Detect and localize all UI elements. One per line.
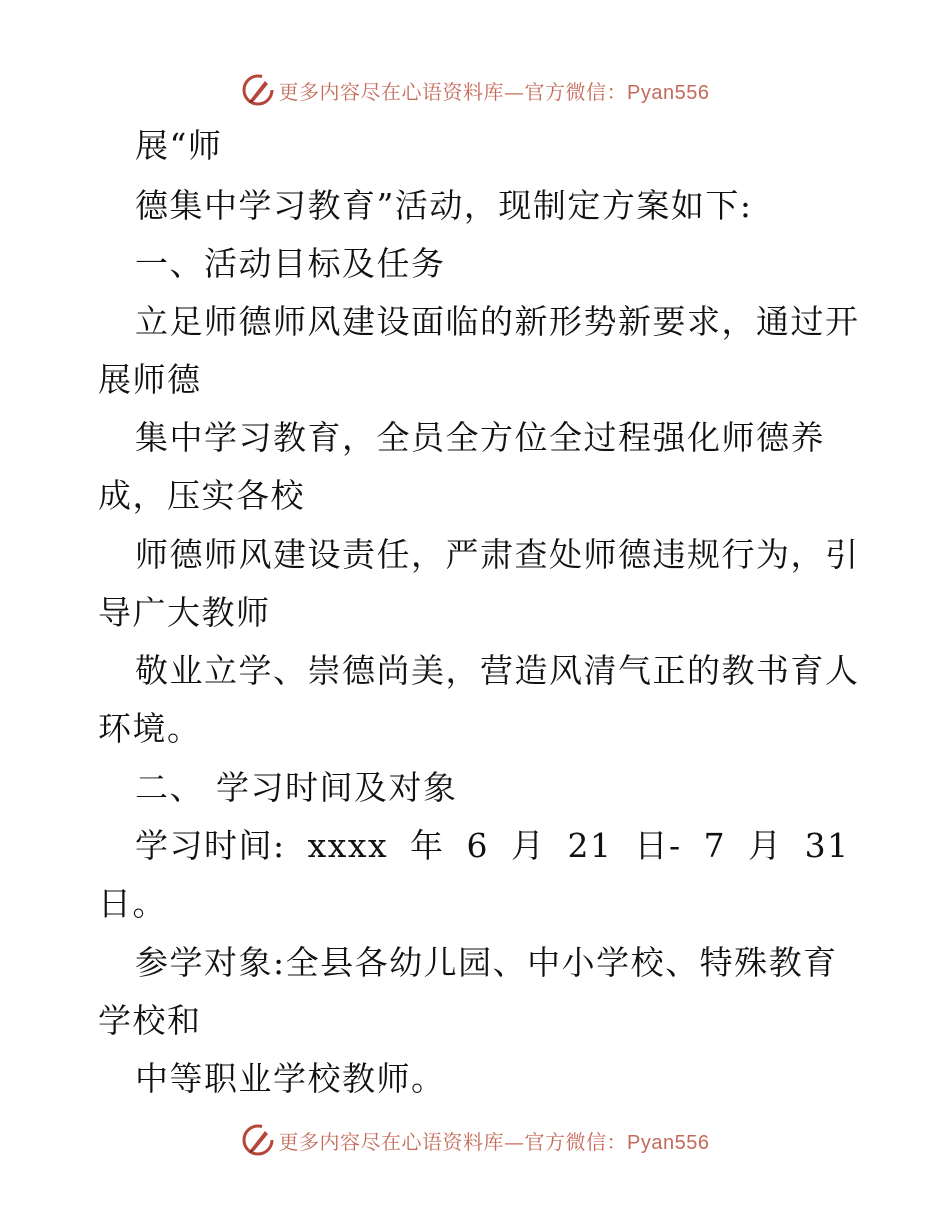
text-line: 立足师德师风建设面临的新形势新要求，通过开 (135, 302, 860, 341)
text-line: 集中学习教育，全员全方位全过程强化师德养 (135, 418, 825, 457)
footer-banner (0, 1120, 950, 1160)
banner-handle: Pyan556 (627, 1131, 710, 1154)
section-heading: 一、活动目标及任务 (135, 244, 446, 283)
banner-handle: Pyan556 (627, 81, 710, 104)
text-line: 师德师风建设责任，严肃查处师德违规行为，引 (135, 535, 860, 574)
banner-label: 更多内容尽在心语资料库—官方微信：Pyan556 (278, 1129, 710, 1154)
text-line: 展师德 (98, 360, 202, 399)
text-line: 敬业立学、崇德尚美，营造风清气正的教书育人 (135, 651, 860, 690)
quill-pen-logo-icon (241, 1123, 275, 1157)
text-line: 展“师 (135, 126, 223, 165)
banner-label: 更多内容尽在心语资料库—官方微信：Pyan556 (278, 79, 710, 104)
text-line: 参学对象:全县各幼儿园、中小学校、特殊教育 (135, 943, 838, 982)
text-line: 导广大教师 (98, 593, 271, 632)
text-line: 环境。 (98, 709, 202, 748)
text-line: 学校和 (98, 1001, 202, 1040)
text-line: 成，压实各校 (98, 476, 305, 515)
text-line: 学习时间: xxxx 年 6 月 21 日- 7 月 31 (135, 826, 850, 865)
text-line: 德集中学习教育”活动，现制定方案如下: (135, 186, 753, 225)
text-line: 日。 (98, 884, 167, 923)
section-heading: 二、 学习时间及对象 (135, 768, 458, 807)
text-line: 中等职业学校教师。 (135, 1059, 446, 1098)
